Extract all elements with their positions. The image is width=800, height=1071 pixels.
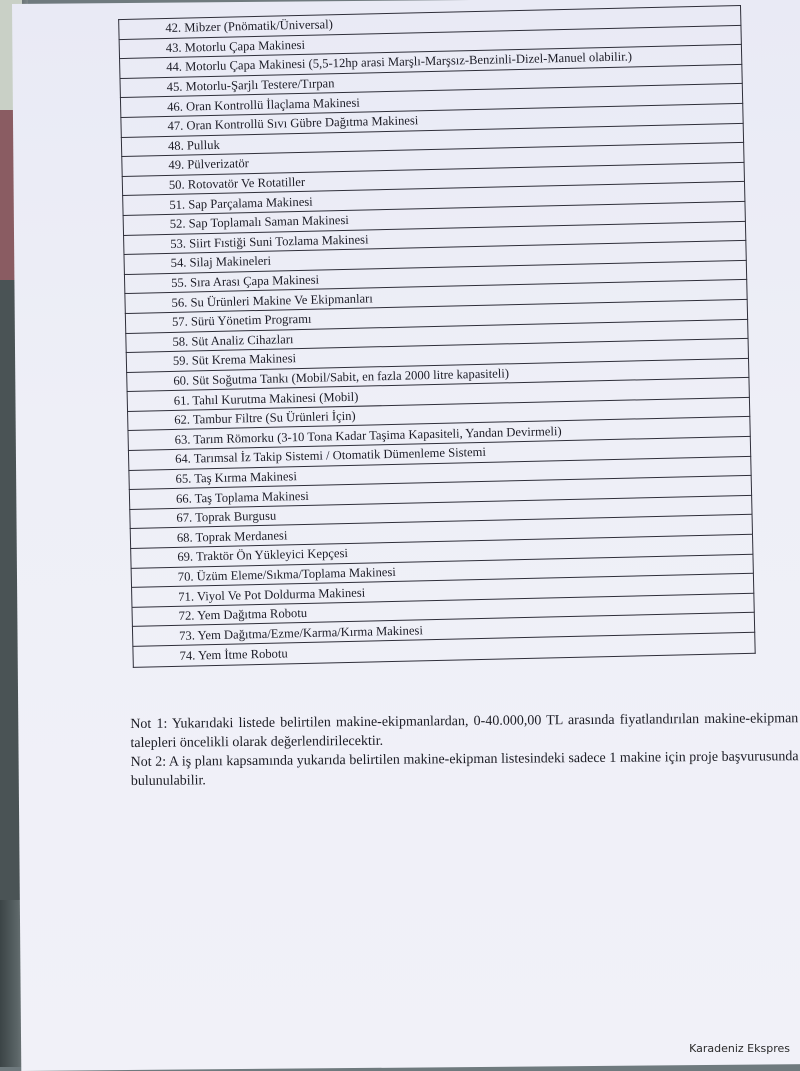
note-1: Not 1: Yukarıdaki listede belirtilen makine-ekipmanlardan, 0-40.000,00 TL arasında fiyatlandırılan makine-ekipman talepleri öncelikli olarak değerlendirilecektir.	[130, 711, 799, 751]
equipment-table	[118, 5, 756, 668]
equipment-item: 72. Yem Dağıtma Robotu	[132, 593, 754, 627]
notes-section	[130, 709, 799, 791]
equipment-item: 48. Pulluk	[121, 123, 743, 157]
equipment-item: 74. Yem İtme Robotu	[133, 632, 755, 667]
equipment-item: 58. Süt Analiz Cihazları	[126, 319, 748, 353]
equipment-item: 62. Tambur Filtre (Su Ürünleri İçin)	[128, 397, 750, 431]
equipment-item: 50. Rotovatör Ve Rotatiller	[122, 162, 744, 196]
equipment-item: 42. Mibzer (Pnömatik/Üniversal)	[119, 5, 741, 39]
equipment-item: 51. Sap Parçalama Makinesi	[123, 182, 745, 216]
equipment-item: 43. Motorlu Çapa Makinesi	[119, 25, 741, 59]
equipment-item: 54. Silaj Makineleri	[124, 241, 746, 275]
note-2: Not 2: A iş planı kapsamında yukarıda belirtilen makine-ekipman listesindeki sadece 1 makine için proje başvurusunda bulunulabilir.	[130, 749, 799, 789]
equipment-item: 61. Tahıl Kurutma Makinesi (Mobil)	[127, 378, 749, 412]
equipment-item: 59. Süt Krema Makinesi	[126, 338, 748, 372]
equipment-item: 64. Tarımsal İz Takip Sistemi / Otomatik Dümenleme Sistemi	[128, 436, 750, 470]
equipment-item: 73. Yem Dağıtma/Ezme/Karma/Kırma Makinesi	[132, 613, 754, 647]
equipment-item: 69. Traktör Ön Yükleyici Kepçesi	[131, 534, 753, 568]
equipment-item: 60. Süt Soğutma Tankı (Mobil/Sabit, en fazla 2000 litre kapasiteli)	[127, 358, 749, 392]
equipment-item: 49. Pülverizatör	[122, 143, 744, 177]
equipment-item: 44. Motorlu Çapa Makinesi (5,5-12hp arasi Marşlı-Marşsız-Benzinli-Dizel-Manuel olabilir.)	[120, 45, 742, 79]
equipment-item: 71. Viyol Ve Pot Doldurma Makinesi	[132, 574, 754, 608]
equipment-item: 55. Sıra Arası Çapa Makinesi	[124, 260, 746, 294]
equipment-item: 52. Sap Toplamalı Saman Makinesi	[123, 201, 745, 235]
equipment-item: 66. Taş Toplama Makinesi	[129, 476, 751, 510]
equipment-item: 45. Motorlu-Şarjlı Testere/Tırpan	[120, 64, 742, 98]
equipment-item: 56. Su Ürünleri Makine Ve Ekipmanları	[125, 280, 747, 314]
watermark: Karadeniz Ekspres	[689, 1042, 790, 1055]
equipment-item: 70. Üzüm Eleme/Sıkma/Toplama Makinesi	[131, 554, 753, 588]
equipment-item: 53. Siirt Fıstiği Suni Tozlama Makinesi	[124, 221, 746, 255]
equipment-item: 65. Taş Kırma Makinesi	[129, 456, 751, 490]
equipment-item: 68. Toprak Merdanesi	[130, 515, 752, 549]
equipment-item: 46. Oran Kontrollü İlaçlama Makinesi	[120, 84, 742, 118]
document-page	[12, 0, 800, 1071]
equipment-item: 47. Oran Kontrollü Sıvı Gübre Dağıtma Makinesi	[121, 103, 743, 137]
equipment-item: 67. Toprak Burgusu	[130, 495, 752, 529]
equipment-item: 63. Tarım Römorku (3-10 Tona Kadar Taşima Kapasiteli, Yandan Devirmeli)	[128, 417, 750, 451]
equipment-item: 57. Sürü Yönetim Programı	[125, 299, 747, 333]
